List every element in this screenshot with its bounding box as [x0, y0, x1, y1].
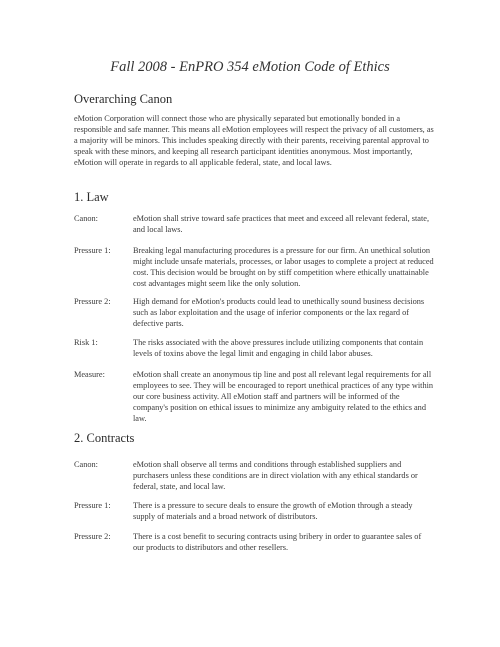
row-label: Pressure 1:: [74, 246, 111, 255]
row-label: Canon:: [74, 214, 98, 223]
row-label: Measure:: [74, 370, 105, 379]
row-label: Pressure 2:: [74, 297, 111, 306]
row-text: eMotion shall strive toward safe practices that meet and exceed all relevant federal, state, and local laws.: [133, 214, 430, 234]
row-label: Pressure 2:: [74, 532, 111, 541]
row-text: High demand for eMotion's products could lead to unethically sound business decisions such as labor exploitation and the usage of inferior components or the lax regard of defective parts.: [133, 297, 425, 328]
row-text: There is a cost benefit to securing contracts using bribery in order to guarantee sales of our products to distributors and other resellers.: [133, 532, 422, 552]
overarching-canon-paragraph: eMotion Corporation will connect those who are physically separated but emotionally bonded in a responsible and safe manner. This means all eMotion employees will respect the privacy of all customers, as a majority will be minors. This includes speaking directly with their parents, receiving parental approval to speak with these minors, and keeping all research participant identities anonymous. Most importantly, eMotion will operate in regards to all applicable federal, state, and local laws.: [74, 114, 434, 167]
row-text: There is a pressure to secure deals to ensure the growth of eMotion through a steady supply of materials and a broad network of distributors.: [133, 501, 413, 521]
section-heading-overarching-canon: Overarching Canon: [74, 92, 173, 106]
row-text: The risks associated with the above pressures include utilizing components that contain levels of toxins above the legal limit and engaging in child labor abuses.: [133, 338, 424, 358]
row-label: Risk 1:: [74, 338, 98, 347]
row-label: Canon:: [74, 460, 98, 469]
document-title: Fall 2008 - EnPRO 354 eMotion Code of Ethics: [110, 59, 390, 75]
section-heading-contracts: 2. Contracts: [74, 431, 135, 445]
row-text: eMotion shall observe all terms and conditions through established suppliers and purchasers unless these conditions are in direct violation with any ethical standards or federal, state, and local law.: [133, 460, 418, 491]
row-label: Pressure 1:: [74, 501, 111, 510]
row-text: Breaking legal manufacturing procedures is a pressure for our firm. An unethical solution might include unsafe materials, processes, or labor usages to complete a project at reduced cost. This decision would be brought on by stiff competition where ethically unattainable cost advantages might seem like the only solution.: [133, 246, 434, 288]
row-text: eMotion shall create an anonymous tip line and post all relevant legal requirements for all employees to see. They will be encouraged to report unethical practices of any type within our core business activity. All eMotion staff and partners will be informed of the company's position on ethical issues to minimize any ambiguity related to the ethics and law.: [133, 370, 434, 423]
section-heading-law: 1. Law: [74, 190, 109, 204]
